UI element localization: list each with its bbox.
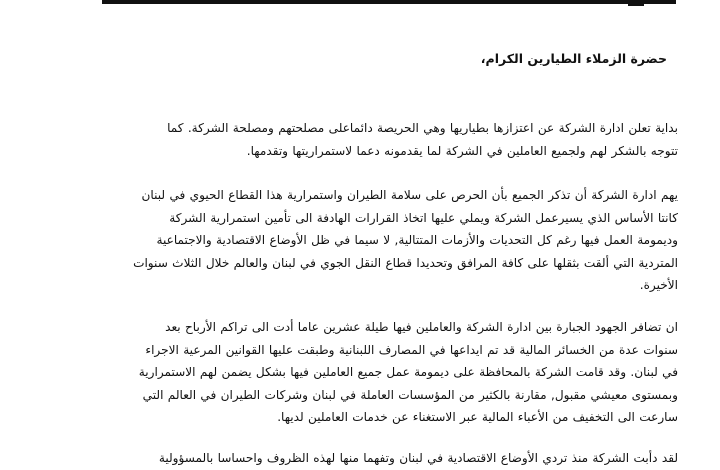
text-line: سارعت الى التخفيف من الأعباء المالية عبر الاستغناء عن خدمات العاملين لديها. (277, 410, 678, 425)
text-line: في لبنان. وقد قامت الشركة بالمحافظة على ديمومة عمل جميع العاملين فيها بشكل يضمن لهم الاستمرارية (138, 365, 678, 380)
text-line: وديمومة العمل فيها رغم كل التحديات والأزمات المتتالية, لا سيما في ظل الأوضاع الاقتصادية والاجتماعية (156, 233, 678, 248)
text-line: وبمستوى معيشي مقبول, مقارنة بالكثير من المؤسسات العاملة في لبنان وشركات الطيران في العالم التي (142, 387, 678, 402)
salutation: حضرة الزملاء الطيارين الكرام، (480, 51, 667, 66)
text-line: تتوجه بالشكر لهم ولجميع العاملين في الشركة لما يقدمونه دعما لاستمراريتها وتقدمها. (246, 143, 678, 158)
paragraph-conditions (78, 447, 678, 470)
paragraph-intro (78, 117, 678, 162)
text-line: ان تضافر الجهود الجبارة بين ادارة الشركة والعاملين فيها طيلة عشرين عاما أدت الى تراكم الأرباح بعد (165, 320, 678, 334)
header-mark (628, 0, 644, 6)
text-line: كانتا الأساس الذي يسيرعمل الشركة ويملي عليها اتخاذ القرارات الهادفة الى تأمين استمرارية الشركة (169, 210, 678, 225)
text-line: المتردية التي ألقت بثقلها على كافة المرافق وتحديدا قطاع النقل الجوي في لبنان والعالم خلال الثلاث سنوات (133, 255, 678, 270)
text-line: الأخيرة. (639, 278, 678, 293)
text-line: لقد دأبت الشركة منذ تردي الأوضاع الاقتصادية في لبنان وتفهما منها لهذه الظروف واحساسا بالمسؤولية (158, 451, 678, 465)
text-line: يهم ادارة الشركة أن تذكر الجميع بأن الحرص على سلامة الطيران واستمرارية هذا القطاع الحيوي في لبنان (141, 188, 678, 202)
header-rule (102, 0, 676, 4)
paragraph-safety (78, 184, 678, 297)
text-line: سنوات عدة من الخسائر المالية قد تم ايداعها في المصارف اللبنانية وطبقت عليها القوانين المرعية الاجراء (145, 342, 678, 357)
text-line: بداية تعلن ادارة الشركة عن اعتزازها بطياريها وهي الحريصة دائماعلى مصلحتهم ومصلحة الشركة. كما (167, 121, 678, 135)
paragraph-efforts (78, 316, 678, 429)
